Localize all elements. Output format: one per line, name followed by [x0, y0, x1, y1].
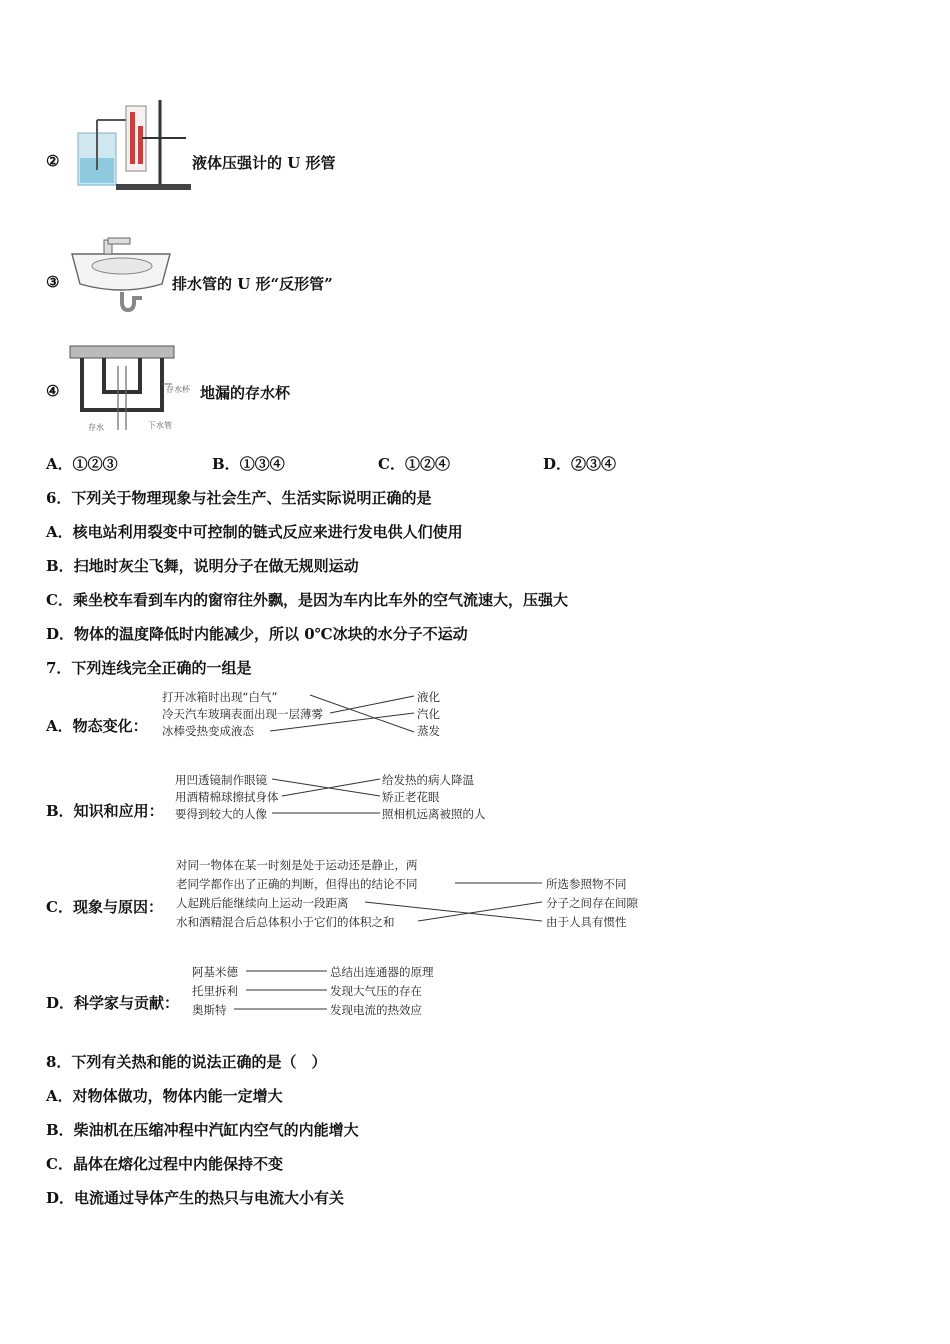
q7-c-right-2: 分子之间存在间隙 — [546, 896, 638, 910]
q7-b-left-3: 要得到较大的人像 — [175, 807, 267, 821]
q7-c-right-3: 由于人具有惯性 — [546, 915, 627, 929]
q7-b-right-2: 矫正老花眼 — [382, 790, 440, 804]
q7-b-right-1: 给发热的病人降温 — [382, 773, 474, 787]
q7-c-left-4: 水和酒精混合后总体积小于它们的体积之和 — [176, 915, 395, 929]
q7-d-left-2: 托里拆利 — [192, 984, 238, 998]
q6-option-c: C．乘坐校车看到车内的窗帘往外飘，是因为车内比车外的空气流速大，压强大 — [46, 591, 568, 609]
floor-drain-cup-text: 存水杯 — [166, 385, 190, 394]
q7-d-left-3: 奥斯特 — [192, 1003, 227, 1017]
q7-b-left-1: 用凹透镜制作眼镜 — [175, 773, 267, 787]
q7-c-right-1: 所选参照物不同 — [546, 877, 627, 891]
q5-option-c: C．①②④ — [378, 455, 450, 473]
q6-option-a: A．核电站利用裂变中可控制的链式反应来进行发电供人们使用 — [46, 523, 463, 541]
q7-a-right-1: 液化 — [417, 690, 440, 704]
q7-stem: 7．下列连线完全正确的一组是 — [46, 659, 252, 677]
q7-b-left-2: 用酒精棉球擦拭身体 — [175, 790, 279, 804]
floor-drain-pipe-text: 下水管 — [148, 421, 172, 430]
q8-option-b: B．柴油机在压缩冲程中汽缸内空气的内能增大 — [46, 1121, 359, 1139]
item-2-number: ② — [46, 152, 60, 170]
q7-a-left-2: 冷天汽车玻璃表面出现一层薄雾 — [162, 707, 323, 721]
item-3-number: ③ — [46, 273, 60, 291]
q7-c-left-1: 对同一物体在某一时刻是处于运动还是静止，两 — [176, 858, 418, 872]
q7-d-right-2: 发现大气压的存在 — [330, 984, 422, 998]
q7-a-label: A．物态变化： — [46, 717, 148, 735]
q7-b-label: B．知识和应用： — [46, 802, 164, 820]
q5-option-d: D．②③④ — [543, 455, 617, 473]
q7-d-right-1: 总结出连通器的原理 — [330, 965, 434, 979]
floor-drain-left-text: 存水 — [88, 423, 104, 432]
q6-option-d: D．物体的温度降低时内能减少，所以 0℃冰块的水分子不运动 — [46, 625, 468, 643]
item-4-label: 地漏的存水杯 — [200, 384, 291, 402]
q7-c-left-2: 老同学都作出了正确的判断，但得出的结论不同 — [176, 877, 418, 891]
q7-d-label: D．科学家与贡献： — [46, 994, 180, 1012]
q7-a-left-3: 冰棒受热变成液态 — [162, 724, 254, 738]
item-2-label: 液体压强计的 U 形管 — [192, 154, 336, 172]
q7-a-right-3: 蒸发 — [417, 724, 440, 738]
q7-d-right-3: 发现电流的热效应 — [330, 1003, 422, 1017]
q7-d-left-1: 阿基米德 — [192, 965, 238, 979]
q8-option-a: A．对物体做功，物体内能一定增大 — [46, 1087, 283, 1105]
q6-option-b: B．扫地时灰尘飞舞，说明分子在做无规则运动 — [46, 557, 359, 575]
q5-option-a: A．①②③ — [46, 455, 118, 473]
q7-a-right-2: 汽化 — [417, 707, 440, 721]
item-3-label: 排水管的 U 形“反形管” — [172, 275, 333, 293]
q8-stem: 8．下列有关热和能的说法正确的是（ ） — [46, 1053, 327, 1071]
q7-c-label: C．现象与原因： — [46, 898, 163, 916]
q8-option-c: C．晶体在熔化过程中内能保持不变 — [46, 1155, 283, 1173]
item-4-number: ④ — [46, 382, 60, 400]
q7-a-left-1: 打开冰箱时出现“白气” — [162, 690, 278, 704]
q7-b-right-3: 照相机远离被照的人 — [382, 807, 486, 821]
q8-option-d: D．电流通过导体产生的热只与电流大小有关 — [46, 1189, 345, 1207]
q6-stem: 6．下列关于物理现象与社会生产、生活实际说明正确的是 — [46, 489, 432, 507]
q5-option-b: B．①③④ — [212, 455, 285, 473]
q7-c-left-3: 人起跳后能继续向上运动一段距离 — [176, 896, 349, 910]
